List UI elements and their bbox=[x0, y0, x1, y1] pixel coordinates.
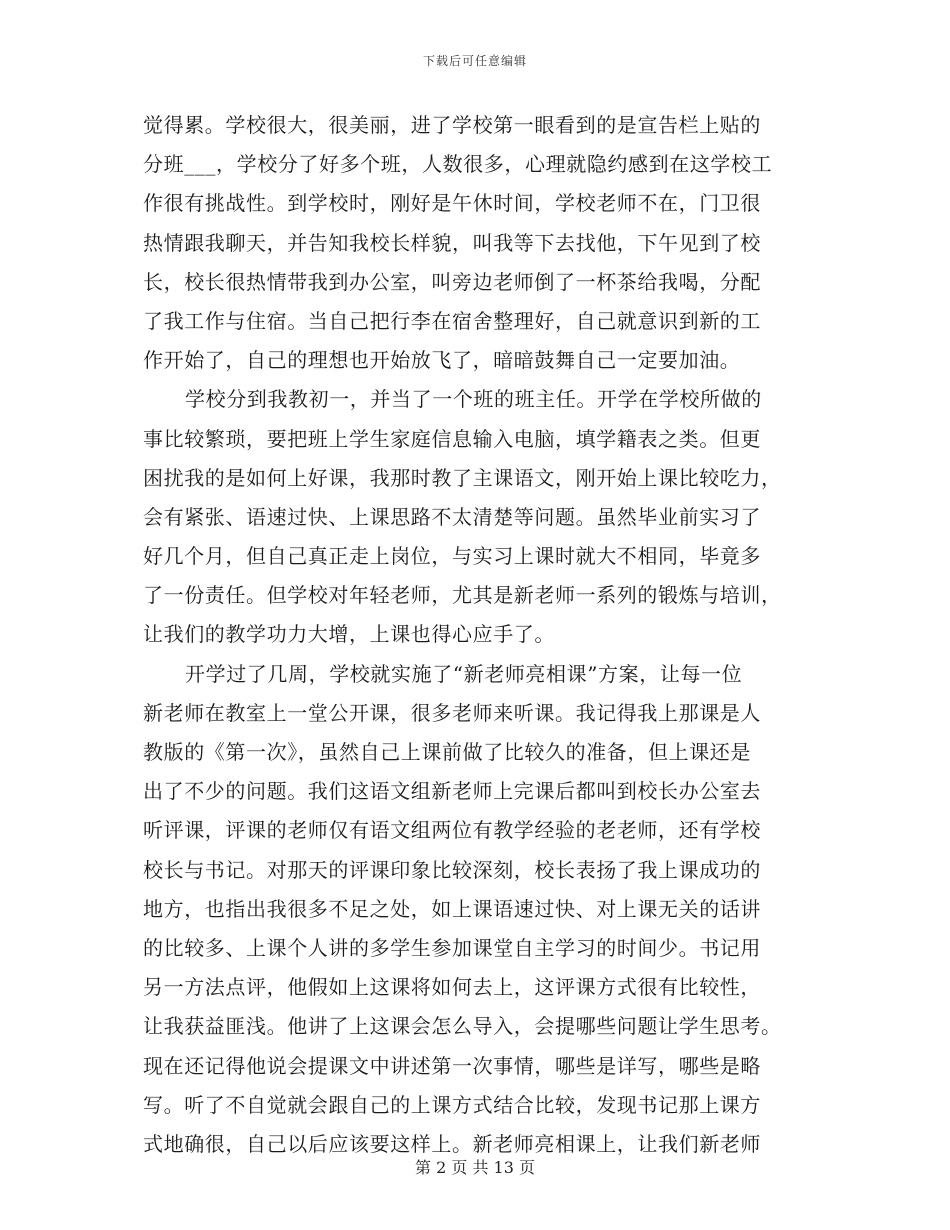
text-line: 觉得累。学校很大，很美丽，进了学校第一眼看到的是宣告栏上贴的 bbox=[143, 113, 761, 137]
text-line: 写。听了不自觉就会跟自己的上课方式结合比较，发现书记那上课方 bbox=[143, 1092, 761, 1117]
text-line: 现在还记得他说会提课文中讲述第一次事情，哪些是详写，哪些是略 bbox=[143, 1053, 761, 1078]
text-line: 长，校长很热情带我到办公室，叫旁边老师倒了一杯茶给我喝，分配 bbox=[143, 269, 761, 294]
text-line: 事比较繁琐，要把班上学生家庭信息输入电脑，填学籍表之类。但更 bbox=[143, 426, 761, 451]
body-text bbox=[143, 106, 807, 1164]
paragraph-start-line: 开学过了几周，学校就实施了“新老师亮相课”方案，让每一位 bbox=[185, 661, 743, 686]
text-line: 听评课，评课的老师仅有语文组两位有教学经验的老老师，还有学校 bbox=[143, 818, 761, 843]
text-line: 新老师在教室上一堂公开课，很多老师来听课。我记得我上那课是人 bbox=[143, 700, 761, 725]
text-line: 让我获益匪浅。他讲了上这课会怎么导入，会提哪些问题让学生思考。 bbox=[143, 1014, 782, 1039]
text-line: 作开始了，自己的理想也开始放飞了，暗暗鼓舞自己一定要加油。 bbox=[143, 348, 741, 373]
text-line: 另一方法点评，他假如上这课将如何去上，这评课方式很有比较性， bbox=[143, 975, 761, 1000]
text-line: 困扰我的是如何上好课，我那时教了主课语文，刚开始上课比较吃力， bbox=[143, 465, 782, 490]
text-line: 分班___，学校分了好多个班，人数很多，心理就隐约感到在这学校工 bbox=[143, 152, 773, 177]
text-line: 好几个月，但自己真正走上岗位，与实习上课时就大不相同，毕竟多 bbox=[143, 544, 761, 569]
page-header: 下载后可任意编辑 bbox=[422, 54, 527, 68]
text-line: 热情跟我聊天，并告知我校长样貌，叫我等下去找他，下午见到了校 bbox=[143, 230, 761, 255]
paragraph-start-line: 学校分到我教初一，并当了一个班的班主任。开学在学校所做的 bbox=[185, 387, 762, 412]
text-line: 教版的《第一次》，虽然自己上课前做了比较久的准备，但上课还是 bbox=[143, 740, 751, 764]
text-line: 会有紧张、语速过快、上课思路不太清楚等问题。虽然毕业前实习了 bbox=[143, 504, 761, 529]
text-line: 了一份责任。但学校对年轻老师，尤其是新老师一系列的锻炼与培训， bbox=[143, 583, 782, 608]
text-line: 的比较多、上课个人讲的多学生参加课堂自主学习的时间少。书记用 bbox=[143, 935, 761, 960]
text-line: 让我们的教学功力大增，上课也得心应手了。 bbox=[143, 622, 555, 647]
text-line: 校长与书记。对那天的评课印象比较深刻，校长表扬了我上课成功的 bbox=[143, 857, 761, 882]
page-number-footer: 第 2 页 共 13 页 bbox=[415, 1158, 535, 1177]
text-line: 式地确很，自己以后应该要这样上。新老师亮相课上，让我们新老师 bbox=[143, 1131, 761, 1156]
text-line: 地方，也指出我很多不足之处，如上课语速过快、对上课无关的话讲 bbox=[143, 896, 761, 921]
text-line: 了我工作与住宿。当自己把行李在宿舍整理好，自己就意识到新的工 bbox=[143, 308, 761, 333]
text-line: 作很有挑战性。到学校时，刚好是午休时间，学校老师不在，门卫很 bbox=[143, 191, 761, 216]
text-line: 出了不少的问题。我们这语文组新老师上完课后都叫到校长办公室去 bbox=[143, 779, 761, 804]
